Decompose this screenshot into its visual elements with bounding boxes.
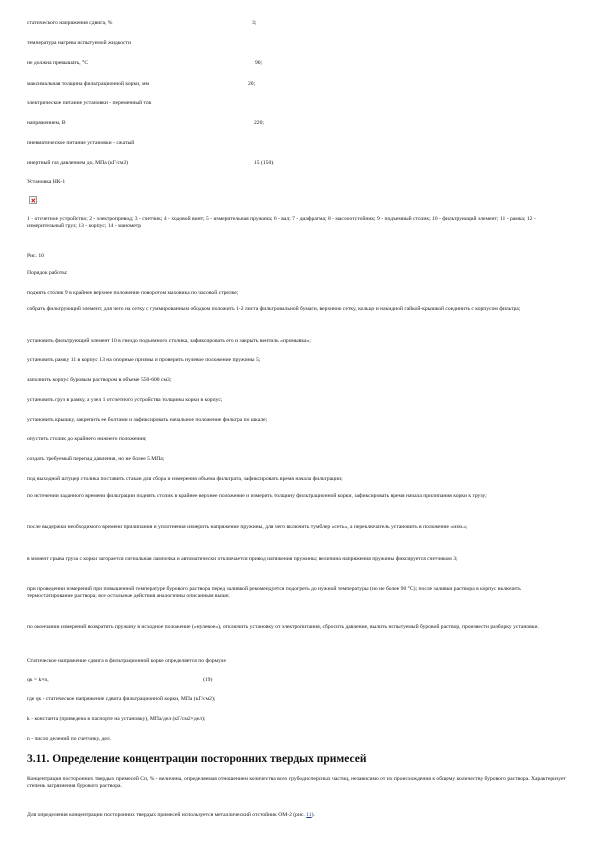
last-paragraph-text: Для определения концентрации посторонних твердых примесей используется металлический отстойник ОМ-2 (рис. xyxy=(27,812,307,818)
procedure-step: установить груз в рамку, а узел 1 отсчетного устройства толщины корки в корпус; xyxy=(27,397,223,403)
formula-intro: Статическое напряжение сдвига в фильтрационной корке определяется по формуле xyxy=(27,658,226,664)
formula-number: (19) xyxy=(203,677,213,683)
param-value: 20; xyxy=(248,81,256,87)
procedure-step: под выходной штуцер столика поставить стакан для сбора и измерения объема фильтрата, зафиксировать время начала фильтрации; xyxy=(27,476,343,482)
figure-11-link[interactable]: 11 xyxy=(306,812,312,818)
param-value: 220; xyxy=(254,120,264,126)
param-label: пневматическое питание установки - сжатый xyxy=(27,140,135,146)
param-value: 90; xyxy=(255,60,263,66)
param-label: напряжением, В xyxy=(27,120,66,126)
broken-image-icon xyxy=(29,196,37,204)
procedure-step: создать требуемый перепад давления, но не более 5 МПа; xyxy=(27,456,165,462)
procedure-step: по истечении заданного времени фильтрации поднять столик в крайнее верхнее положение и измерить толщину фильтрационной корки, зафиксировать время начала прилипания корки к грузу; xyxy=(27,493,487,499)
param-label: статического напряжения сдвига, % xyxy=(27,20,113,26)
param-value: 15 (150). xyxy=(254,160,275,166)
param-label: температура нагрева испытуемой жидкости xyxy=(27,40,131,46)
last-paragraph xyxy=(27,812,315,819)
formula-term-qk: где qк - статическое напряжение сдвига фильтрационной корки, МПа (кГ/см2); xyxy=(27,696,216,702)
formula: qк = k×n, xyxy=(27,677,49,683)
procedure-step: установить крышку, закрепить ее болтами и зафиксировать начальное положение фильтра по шкале; xyxy=(27,417,268,423)
procedure-step: по окончании измерений возвратить пружину в исходное положение («нулевое»), отключить установку от электропитания, сбросить давление, вылить испытуемый буровой раствор, произвести разборку установки. xyxy=(27,624,539,630)
procedure-step: после выдержки необходимого времени прилипания и уплотнения измерить напряжение пружины, для чего включить тумблер «сеть», а переключатель установить в положение «изм.»; xyxy=(27,524,468,530)
formula-term-k: k - константа (приведена в паспорте на установку), МПа/дел (кГ/см2×дел); xyxy=(27,716,206,722)
procedure-step: установить рамку 11 в корпус 13 на опорные призмы и проверить нулевое положение пружины 5; xyxy=(27,357,261,363)
figure-caption: 1 - отсчетное устройство; 2 - электропривод; 3 - счетчик; 4 - ходовой винт; 5 - измерительная пружина; 6 - вал; 7 - диафрагма; 8 - маслоотстойник; 9 - подъемный столик; 10 - фильтрующий элемент; 11 - рамка; 12 - измерительный груз; 13 - корпус; 14 - манометр xyxy=(27,216,536,229)
procedure-step: поднять столик 9 в крайнее верхнее положение поворотом маховика по часовой стрелке; xyxy=(27,290,239,296)
procedure-step: опустить столик до крайнего нижнего положения; xyxy=(27,436,147,442)
procedure-step: заполнить корпус буровым раствором в объеме 550-600 см3; xyxy=(27,377,172,383)
param-label: не должна превышать, °С xyxy=(27,60,89,66)
procedure-step: собрать фильтрующий элемент, для чего на сетку с гуммированным ободком положить 1-2 листа фильтровальной бумаги, верхнюю сетку, кольцо и накидной гайкой-крышкой соединить с корпусом фильтра; xyxy=(27,306,521,312)
last-paragraph-end: ). xyxy=(311,812,315,818)
procedure-step: при проведении измерений при повышенной температуре бурового раствора перед заливкой рекомендуется подогреть до нужной температуры (но не более 90 °С); после заливки раствора в корпус включить термостатирование раствора; все остальные действия аналогичны описанным выше; xyxy=(27,586,521,599)
procedure-step: установить фильтрующий элемент 10 в гнездо подъемного столика, зафиксировать его и закрыть вентиль «промывка»; xyxy=(27,338,311,344)
param-value: 3; xyxy=(252,20,257,26)
param-label: максимальная толщина фильтрационной корки, мм xyxy=(27,81,150,87)
param-label: инертный газ давлением до, МПа (кГ/см2) xyxy=(27,160,129,166)
section-paragraph: Концентрация посторонних твердых примесей Сп, % - величина, определяемая отношением количества всех грубодисперсных частиц, независимо от их происхождения к общему количеству бурового раствора. Характеризует степень загрязнения бурового раствора. xyxy=(27,776,566,789)
formula-term-n: n - число делений по счетчику, дел. xyxy=(27,736,112,742)
param-label: электрическое питание установки - переменный ток xyxy=(27,100,152,106)
procedure-step: в момент срыва груза с корки загорается сигнальная лампочка и автоматически отключается привод натяжения пружины; величина напряжения пружины фиксируется счетчиком 3; xyxy=(27,556,458,562)
section-heading: 3.11. Определение концентрации посторонних твердых примесей xyxy=(27,753,367,765)
procedure-title: Порядок работы: xyxy=(27,270,68,276)
figure-label: Рис. 10 xyxy=(27,253,44,259)
device-title: Установка НК-1 xyxy=(27,179,66,185)
